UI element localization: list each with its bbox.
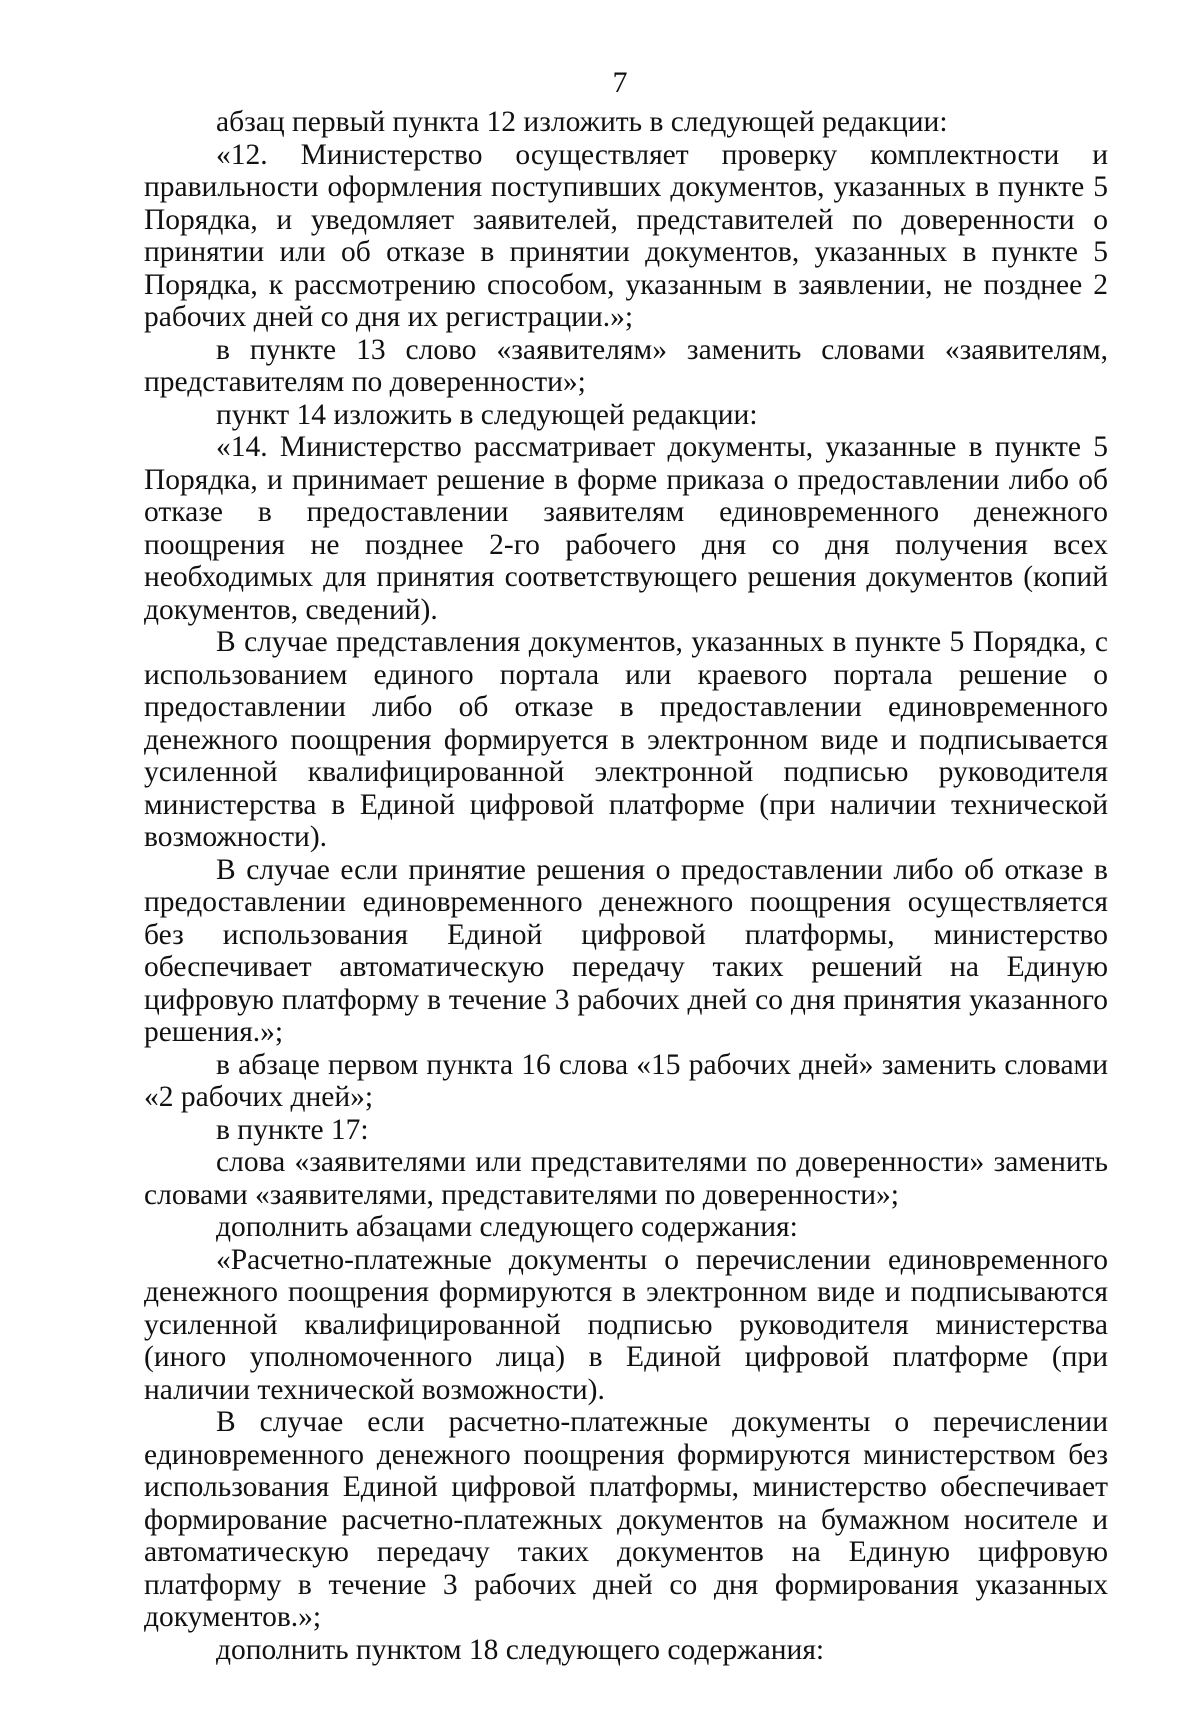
paragraph: в пункте 13 слово «заявителям» заменить словами «заявителям, представителям по доверенности»; <box>144 333 1108 398</box>
document-body <box>144 106 1108 1666</box>
paragraph: пункт 14 изложить в следующей редакции: <box>216 398 758 431</box>
paragraph: В случае представления документов, указанных в пункте 5 Порядка, с использованием единого портала или краевого портала решение о предоставлении либо об отказе в предоставлении единовременного денежного поощрения формируется в электронном виде и подписывается усиленной квалифицированной электронной подписью руководителя министерства в Единой цифровой платформе (при наличии технической возможности). <box>144 626 1108 853</box>
paragraph: В случае если принятие решения о предоставлении либо об отказе в предоставлении единовременного денежного поощрения осуществляется без использования Единой цифровой платформы, министерство обеспечивает автоматическую передачу таких решений на Единую цифровую платформу в течение 3 рабочих дней со дня принятия указанного решения.»; <box>144 853 1108 1048</box>
paragraph: слова «заявителями или представителями по доверенности» заменить словами «заявителями, представителями по доверенности»; <box>144 1146 1108 1211</box>
paragraph: в абзаце первом пункта 16 слова «15 рабочих дней» заменить словами «2 рабочих дней»; <box>144 1048 1108 1113</box>
paragraph: абзац первый пункта 12 изложить в следующей редакции: <box>216 106 948 138</box>
page-number: 7 <box>612 66 628 99</box>
paragraph: дополнить абзацами следующего содержания: <box>216 1211 798 1243</box>
paragraph: «14. Министерство рассматривает документы, указанные в пункте 5 Порядка, и принимает решение в форме приказа о предоставлении либо об отказе в предоставлении заявителям единовременного денежного поощрения не позднее 2-го рабочего дня со дня получения всех необходимых для принятия соответствующего решения документов (копий документов, сведений). <box>144 431 1108 626</box>
paragraph: «12. Министерство осуществляет проверку комплектности и правильности оформления поступивших документов, указанных в пункте 5 Порядка, и уведомляет заявителей, представителей по доверенности о принятии или об отказе в принятии документов, указанных в пункте 5 Порядка, к рассмотрению способом, указанным в заявлении, не позднее 2 рабочих дней со дня их регистрации.»; <box>144 138 1108 333</box>
paragraph: В случае если расчетно-платежные документы о перечислении единовременного денежного поощрения формируются министерством без использования Единой цифровой платформы, министерство обеспечивает формирование расчетно-платежных документов на бумажном носителе и автоматическую передачу таких документов на Единую цифровую платформу в течение 3 рабочих дней со дня формирования указанных документов.»; <box>144 1406 1108 1633</box>
paragraph: дополнить пунктом 18 следующего содержания: <box>216 1633 825 1666</box>
paragraph: в пункте 17: <box>216 1113 369 1146</box>
paragraph: «Расчетно-платежные документы о перечислении единовременного денежного поощрения формируются в электронном виде и подписываются усиленной квалифицированной подписью руководителя министерства (иного уполномоченного лица) в Единой цифровой платформе (при наличии технической возможности). <box>144 1243 1108 1406</box>
